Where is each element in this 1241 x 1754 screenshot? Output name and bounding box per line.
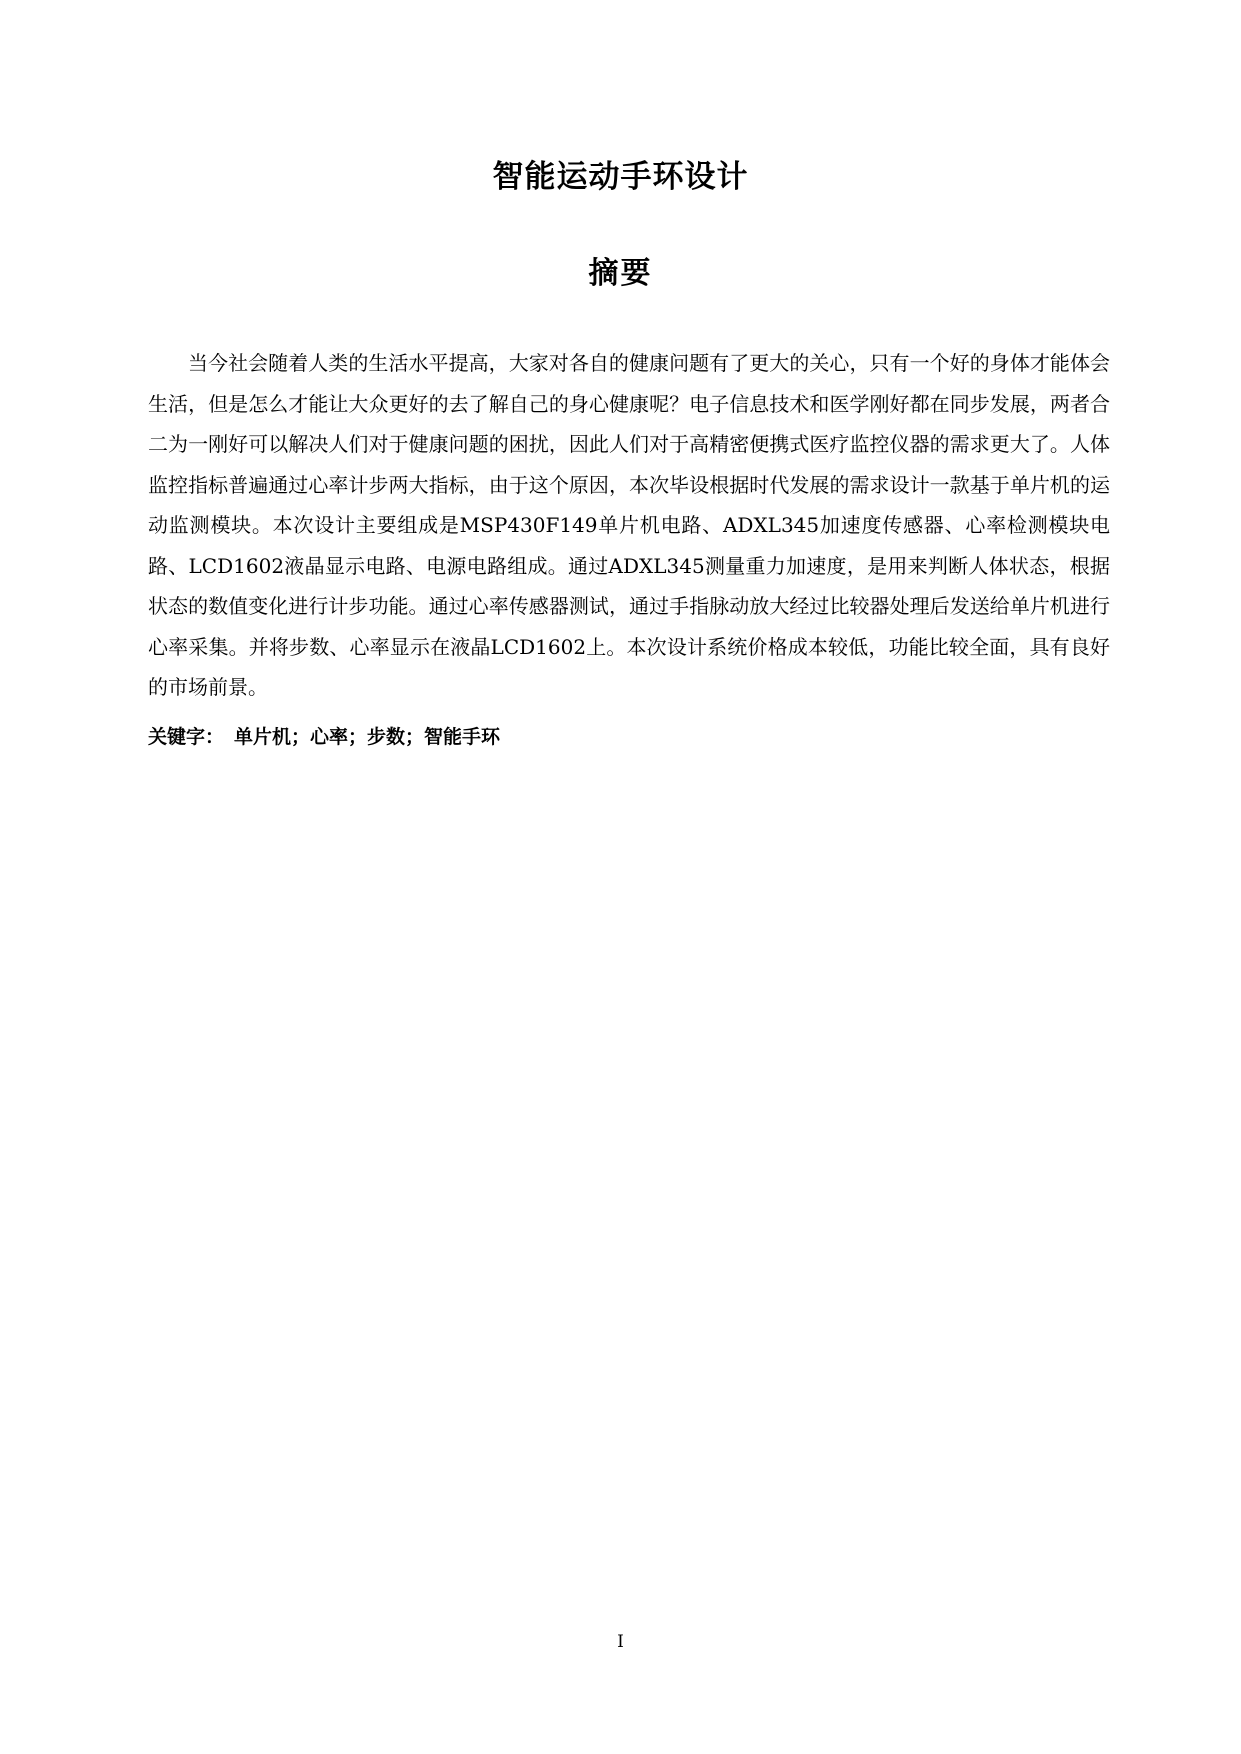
document-title: 智能运动手环设计 — [492, 159, 749, 195]
abstract-paragraph: 当今社会随着人类的生活水平提高，大家对各自的健康问题有了更大的关心，只有一个好的身体才能体会生活，但是怎么才能让大众更好的去了解自己的身心健康呢？电子信息技术和医学刚好都在同步发展，两者合二为一刚好可以解决人们对于健康问题的困扰，因此人们对于高精密便携式医疗监控仪器的需求更大了。人体监控指标普遍通过心率计步两大指标，由于这个原因，本次毕设根据时代发展的需求设计一款基于单片机的运动监测模块。本次设计主要组成是MSP430F149单片机电路、ADXL345加速度传感器、心率检测模块电路、LCD1602液晶显示电路、电源电路组成。通过ADXL345测量重力加速度，是用来判断人体状态，根据状态的数值变化进行计步功能。通过心率传感器测试，通过手指脉动放大经过比较器处理后发送给单片机进行心率采集。并将步数、心率显示在液晶LCD1602上。本次设计系统价格成本较低，功能比较全面，具有良好的市场前景。 — [148, 351, 1110, 699]
abstract-heading: 摘要 — [588, 256, 653, 291]
keywords-line — [148, 722, 1110, 752]
page-number: I — [617, 1632, 624, 1652]
keywords-value: 单片机；心率；步数；智能手环 — [234, 726, 501, 748]
keywords-label: 关键字： — [148, 726, 225, 748]
